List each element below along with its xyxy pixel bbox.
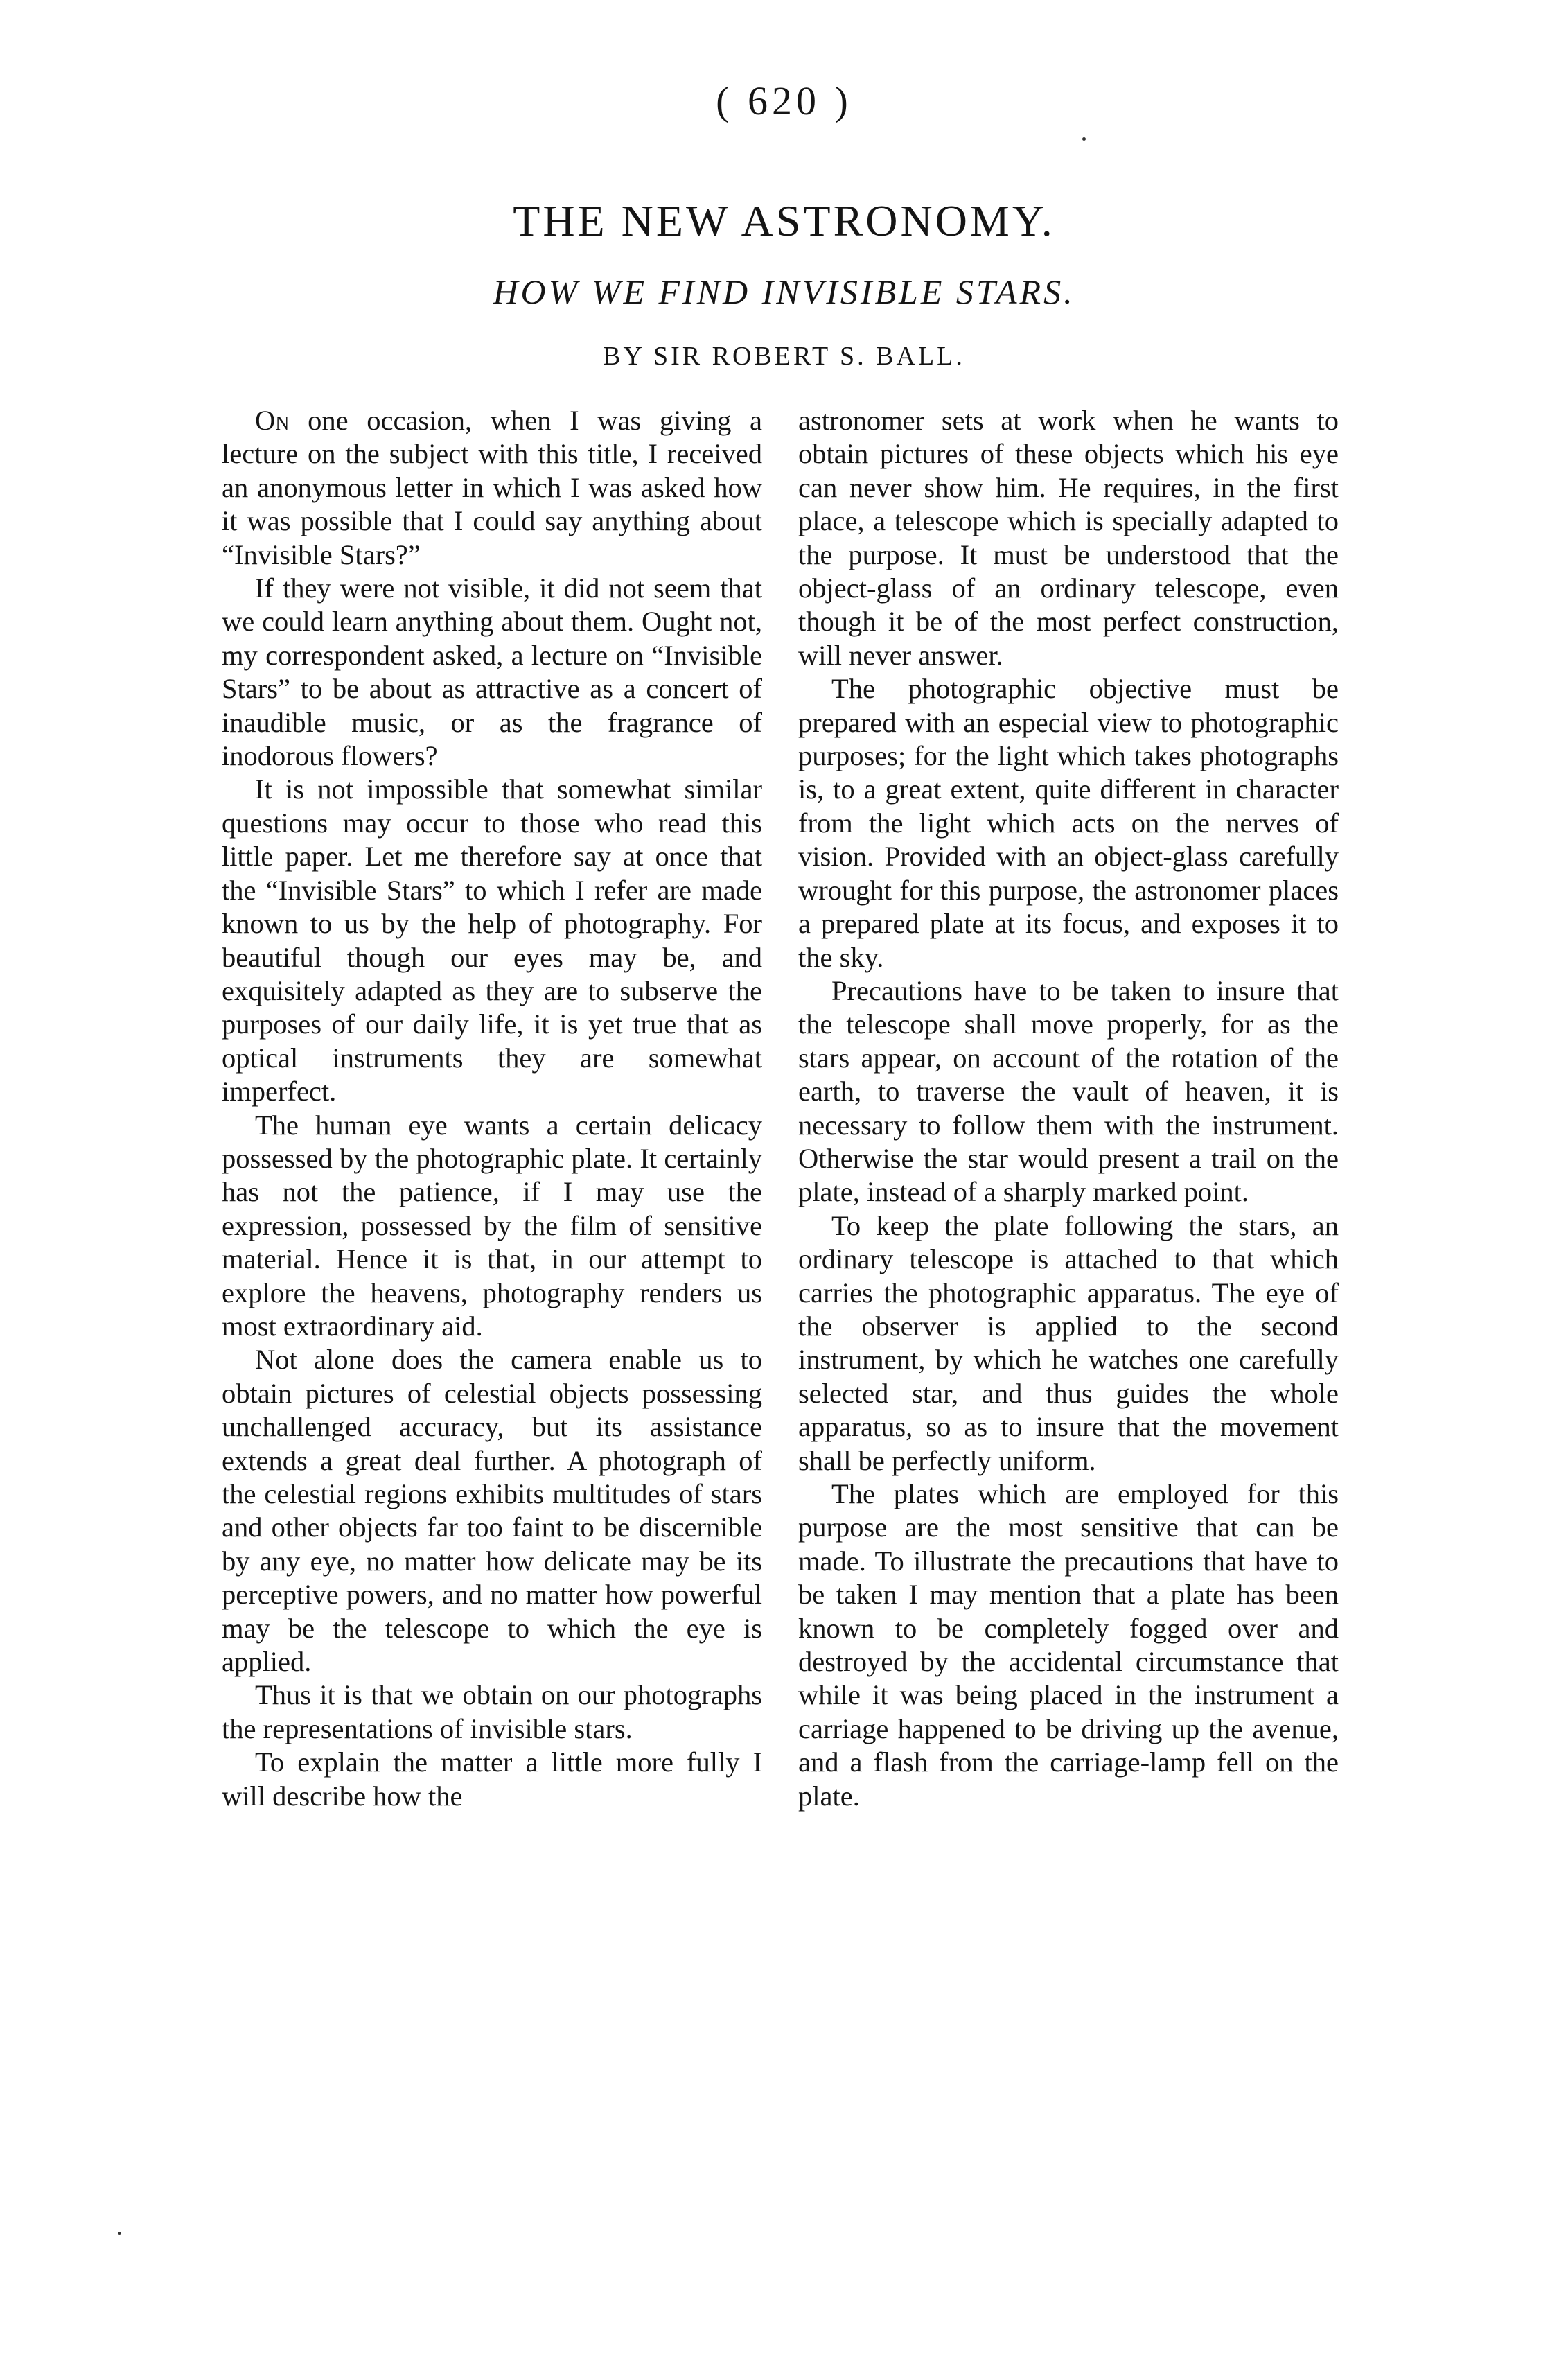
paragraph: The plates which are employed for this purpose are the most sensitive that can be made. To illustrate the precautions that have to be taken I may mention that a plate has been known to be completely fogged over and destroyed by the accidental circumstance that while it was being placed in the instrument a carriage happened to be driving up the avenue, and a flash from the carriage-lamp fell on the plate. (798, 1478, 1339, 1812)
left-column (222, 404, 762, 1813)
paragraph: Precautions have to be taken to insure that the telescope shall move properly, for as the stars appear, on account of the rotation of the earth, to traverse the vault of heaven, it is necessary to follow them with the instrument. Otherwise the star would present a trail on the plate, instead of a sharply marked point. (798, 974, 1339, 1208)
right-column (798, 404, 1339, 1813)
paragraph: It is not impossible that somewhat similar questions may occur to those who read this little paper. Let me therefore say at once that the “Invisible Stars” to which I refer are made known to us by the help of photography. For beautiful though our eyes may be, and exquisitely adapted as they are to subserve the purposes of our daily life, it is yet true that as optical instruments they are somewhat imperfect. (222, 773, 762, 1107)
print-speck (1082, 137, 1086, 141)
page-number: ( 620 ) (716, 78, 852, 123)
print-speck (118, 2232, 121, 2235)
drop-word: On (255, 405, 290, 436)
paragraph: If they were not visible, it did not seem that we could learn anything about them. Ought not, my correspondent asked, a lecture on “Invisible Stars” to be about as attractive as a concert of inaudible music, or as the fragrance of inodorous flowers? (222, 572, 762, 772)
article-subtitle: HOW WE FIND INVISIBLE STARS. (493, 272, 1075, 311)
paragraph (222, 404, 762, 572)
paragraph-continued: astronomer sets at work when he wants to obtain pictures of these objects which his eye can never show him. He requires, in the first place, a telescope which is specially adapted to the purpose. It must be understood that the object-glass of an ordinary telescope, even though it be of the most perfect construction, will never answer. (798, 405, 1339, 671)
paragraph: To keep the plate following the stars, an ordinary telescope is attached to that which carries the photographic apparatus. The eye of the observer is applied to the second instrument, by which he watches one carefully selected star, and thus guides the whole apparatus, so as to insure that the movement shall be perfectly uniform. (798, 1209, 1339, 1476)
paragraph: The human eye wants a certain delicacy possessed by the photographic plate. It certainly has not the patience, if I may use the expression, possessed by the film of sensitive material. Hence it is that, in our attempt to explore the heavens, photography renders us most extraordinary aid. (222, 1109, 762, 1342)
paragraph: Thus it is that we obtain on our photographs the representations of invisible stars. (222, 1679, 762, 1744)
paragraph: Not alone does the camera enable us to obtain pictures of celestial objects possessing unchallenged accuracy, but its assistance extends a great deal further. A photograph of the celestial regions exhibits multitudes of stars and other objects far too faint to be discernible by any eye, no matter how delicate may be its perceptive powers, and no matter how powerful may be the telescope to which the eye is applied. (222, 1344, 762, 1678)
article-title: THE NEW ASTRONOMY. (513, 196, 1055, 245)
article-byline: BY SIR ROBERT S. BALL. (603, 342, 965, 371)
paragraph: To explain the matter a little more fully I will describe how the (222, 1746, 762, 1812)
paragraph: The photographic objective must be prepared with an especial view to photographic purposes; for the light which takes photographs is, to a great extent, quite different in character from the light which acts on the nerves of vision. Provided with an object-glass carefully wrought for this purpose, the astronomer places a prepared plate at its focus, and exposes it to the sky. (798, 673, 1339, 973)
paragraph-text: one occasion, when I was giving a lecture on the subject with this title, I received an anonymous letter in which I was asked how it was possible that I could say anything about “Invisible Stars?” (222, 405, 762, 570)
